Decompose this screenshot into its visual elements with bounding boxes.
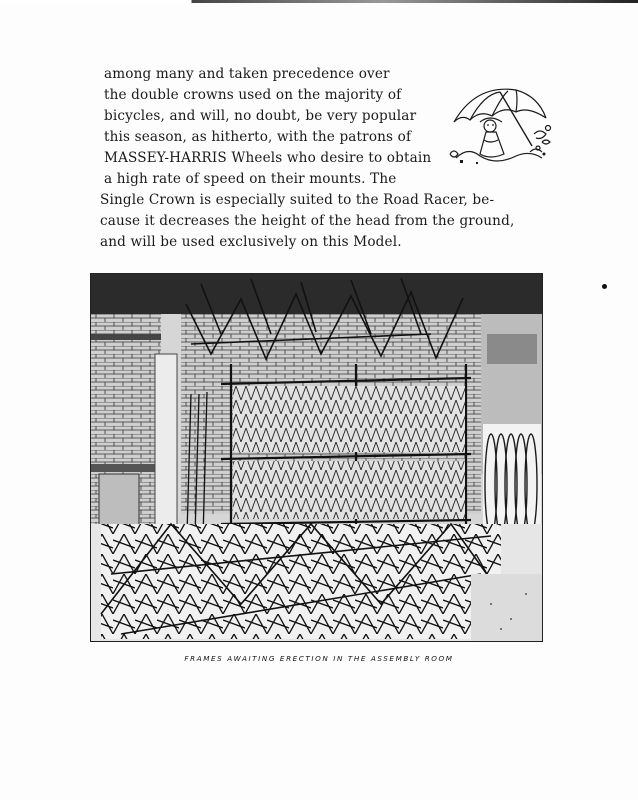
assembly-room-photo <box>90 273 543 642</box>
bicycle-frames-assembly-room-photo <box>91 274 542 641</box>
body-text-line: a high rate of speed on their mounts. The <box>104 171 397 187</box>
body-text-line: among many and taken precedence over <box>104 66 390 82</box>
body-text-line: MASSEY-HARRIS Wheels who desire to obtain <box>104 150 432 166</box>
photo-caption: FRAMES AWAITING ERECTION IN THE ASSEMBLY ROOM <box>184 654 454 663</box>
body-text-line: and will be used exclusively on this Model. <box>100 234 402 250</box>
body-text-line: Single Crown is especially suited to the Road Racer, be- <box>100 192 495 208</box>
scan-dot-mark <box>602 284 607 289</box>
body-text-line: cause it decreases the height of the head from the ground, <box>100 213 515 229</box>
body-text-line: bicycles, and will, no doubt, be very popular <box>104 108 417 124</box>
body-text-line: this season, as hitherto, with the patrons of <box>104 129 412 145</box>
scan-top-edge <box>0 0 638 3</box>
girl-with-umbrella-illustration <box>446 84 558 170</box>
body-text-line: the double crowns used on the majority of <box>104 87 402 103</box>
